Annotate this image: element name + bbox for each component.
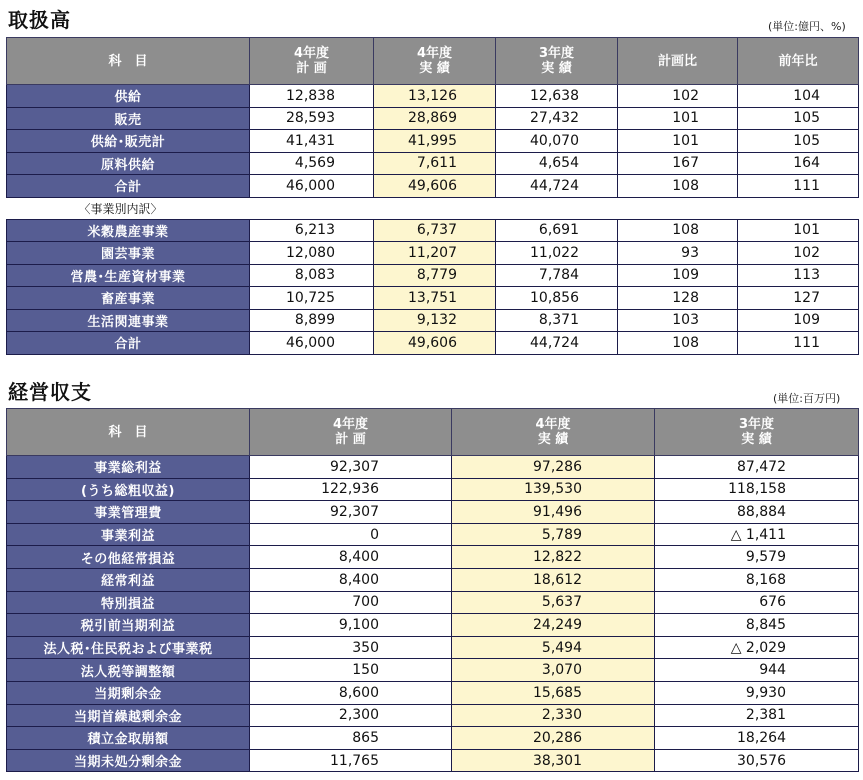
yoy-value: 105 bbox=[738, 130, 859, 153]
actual-value: 3,070 bbox=[452, 659, 655, 682]
row-label: 事業総利益 bbox=[7, 456, 250, 479]
prev-value: 4,654 bbox=[496, 152, 618, 175]
plan-value: 41,431 bbox=[250, 130, 374, 153]
plan-value: 9,100 bbox=[250, 614, 452, 637]
plan-value: 8,400 bbox=[250, 568, 452, 591]
yoy-value: 113 bbox=[738, 264, 859, 287]
plan-ratio-value: 103 bbox=[618, 309, 738, 332]
actual-value: 49,606 bbox=[374, 175, 496, 198]
plan-value: 8,400 bbox=[250, 546, 452, 569]
plan-value: 28,593 bbox=[250, 107, 374, 130]
actual-value: 28,869 bbox=[374, 107, 496, 130]
table-row bbox=[7, 614, 859, 637]
prev-value: 30,576 bbox=[655, 749, 859, 772]
plan-value: 8,899 bbox=[250, 309, 374, 332]
plan-value: 865 bbox=[250, 727, 452, 750]
header-plan: 4年度 計 画 bbox=[250, 409, 452, 456]
row-label: 畜産事業 bbox=[7, 287, 250, 310]
plan-value: 12,080 bbox=[250, 242, 374, 265]
row-label: 販売 bbox=[7, 107, 250, 130]
table-row bbox=[7, 636, 859, 659]
actual-value: 5,494 bbox=[452, 636, 655, 659]
header-subject: 科 目 bbox=[7, 409, 250, 456]
yoy-value: 164 bbox=[738, 152, 859, 175]
yoy-value: 102 bbox=[738, 242, 859, 265]
prev-value: 6,691 bbox=[496, 219, 618, 242]
handling-table bbox=[6, 37, 859, 355]
actual-value: 13,751 bbox=[374, 287, 496, 310]
actual-value: 12,822 bbox=[452, 546, 655, 569]
table-row bbox=[7, 704, 859, 727]
row-label: 供給･販売計 bbox=[7, 130, 250, 153]
table-row bbox=[7, 264, 859, 287]
plan-value: 92,307 bbox=[250, 456, 452, 479]
table-row bbox=[7, 332, 859, 355]
table-row bbox=[7, 85, 859, 108]
prev-value: 11,022 bbox=[496, 242, 618, 265]
actual-value: 18,612 bbox=[452, 568, 655, 591]
plan-value: 92,307 bbox=[250, 501, 452, 524]
yoy-value: 111 bbox=[738, 332, 859, 355]
prev-value: 8,371 bbox=[496, 309, 618, 332]
plan-value: 350 bbox=[250, 636, 452, 659]
plan-value: 46,000 bbox=[250, 332, 374, 355]
prev-value: 40,070 bbox=[496, 130, 618, 153]
actual-value: 11,207 bbox=[374, 242, 496, 265]
table-row bbox=[7, 152, 859, 175]
income-title: 経営収支 bbox=[8, 380, 92, 404]
row-label: 経常利益 bbox=[7, 568, 250, 591]
plan-value: 122,936 bbox=[250, 478, 452, 501]
row-label: 園芸事業 bbox=[7, 242, 250, 265]
row-label: 合計 bbox=[7, 332, 250, 355]
income-table bbox=[6, 408, 859, 772]
prev-value: 944 bbox=[655, 659, 859, 682]
plan-value: 8,083 bbox=[250, 264, 374, 287]
prev-value: 44,724 bbox=[496, 332, 618, 355]
prev-value: 676 bbox=[655, 591, 859, 614]
table-row bbox=[7, 175, 859, 198]
table-row bbox=[7, 501, 859, 524]
header-prev: 3年度 実 績 bbox=[655, 409, 859, 456]
header-actual: 4年度 実 績 bbox=[374, 38, 496, 85]
actual-value: 13,126 bbox=[374, 85, 496, 108]
plan-value: 150 bbox=[250, 659, 452, 682]
header-plan-ratio: 計画比 bbox=[618, 38, 738, 85]
plan-value: 2,300 bbox=[250, 704, 452, 727]
plan-ratio-value: 102 bbox=[618, 85, 738, 108]
actual-value: 38,301 bbox=[452, 749, 655, 772]
prev-value: 9,930 bbox=[655, 681, 859, 704]
yoy-value: 127 bbox=[738, 287, 859, 310]
prev-value: 44,724 bbox=[496, 175, 618, 198]
row-label: 合計 bbox=[7, 175, 250, 198]
row-label: 当期首繰越剰余金 bbox=[7, 704, 250, 727]
plan-value: 46,000 bbox=[250, 175, 374, 198]
yoy-value: 105 bbox=[738, 107, 859, 130]
table-row bbox=[7, 287, 859, 310]
row-label: 税引前当期利益 bbox=[7, 614, 250, 637]
actual-value: 7,611 bbox=[374, 152, 496, 175]
row-label: 当期未処分剰余金 bbox=[7, 749, 250, 772]
plan-ratio-value: 108 bbox=[618, 219, 738, 242]
plan-ratio-value: 101 bbox=[618, 130, 738, 153]
table-row bbox=[7, 478, 859, 501]
row-label: 法人税･住民税および事業税 bbox=[7, 636, 250, 659]
header-plan: 4年度 計 画 bbox=[250, 38, 374, 85]
plan-value: 6,213 bbox=[250, 219, 374, 242]
handling-unit: (単位:億円、%) bbox=[768, 20, 846, 33]
prev-value: 18,264 bbox=[655, 727, 859, 750]
plan-ratio-value: 108 bbox=[618, 332, 738, 355]
prev-value: 88,884 bbox=[655, 501, 859, 524]
plan-ratio-value: 93 bbox=[618, 242, 738, 265]
actual-value: 139,530 bbox=[452, 478, 655, 501]
income-unit: (単位:百万円) bbox=[773, 392, 841, 405]
header-yoy: 前年比 bbox=[738, 38, 859, 85]
breakdown-label-row bbox=[7, 197, 859, 219]
plan-ratio-value: 128 bbox=[618, 287, 738, 310]
prev-value: 27,432 bbox=[496, 107, 618, 130]
yoy-value: 111 bbox=[738, 175, 859, 198]
row-label: 供給 bbox=[7, 85, 250, 108]
plan-value: 10,725 bbox=[250, 287, 374, 310]
row-label: その他経常損益 bbox=[7, 546, 250, 569]
actual-value: 8,779 bbox=[374, 264, 496, 287]
table-row bbox=[7, 309, 859, 332]
table-row bbox=[7, 219, 859, 242]
plan-value: 11,765 bbox=[250, 749, 452, 772]
table-row bbox=[7, 749, 859, 772]
prev-value: △ 2,029 bbox=[655, 636, 859, 659]
actual-value: 6,737 bbox=[374, 219, 496, 242]
prev-value: 8,168 bbox=[655, 568, 859, 591]
actual-value: 41,995 bbox=[374, 130, 496, 153]
row-label: 事業管理費 bbox=[7, 501, 250, 524]
actual-value: 5,637 bbox=[452, 591, 655, 614]
table-row bbox=[7, 456, 859, 479]
plan-value: 0 bbox=[250, 523, 452, 546]
prev-value: △ 1,411 bbox=[655, 523, 859, 546]
row-label: 積立金取崩額 bbox=[7, 727, 250, 750]
actual-value: 49,606 bbox=[374, 332, 496, 355]
actual-value: 20,286 bbox=[452, 727, 655, 750]
row-label: 特別損益 bbox=[7, 591, 250, 614]
prev-value: 87,472 bbox=[655, 456, 859, 479]
prev-value: 9,579 bbox=[655, 546, 859, 569]
header-prev: 3年度 実 績 bbox=[496, 38, 618, 85]
table-row bbox=[7, 568, 859, 591]
row-label: 生活関連事業 bbox=[7, 309, 250, 332]
actual-value: 97,286 bbox=[452, 456, 655, 479]
prev-value: 2,381 bbox=[655, 704, 859, 727]
header-actual: 4年度 実 績 bbox=[452, 409, 655, 456]
prev-value: 10,856 bbox=[496, 287, 618, 310]
actual-value: 91,496 bbox=[452, 501, 655, 524]
prev-value: 8,845 bbox=[655, 614, 859, 637]
yoy-value: 109 bbox=[738, 309, 859, 332]
plan-ratio-value: 109 bbox=[618, 264, 738, 287]
table-row bbox=[7, 242, 859, 265]
row-label: (うち総粗収益) bbox=[7, 478, 250, 501]
table-row bbox=[7, 107, 859, 130]
actual-value: 2,330 bbox=[452, 704, 655, 727]
handling-header-row bbox=[7, 38, 859, 85]
plan-ratio-value: 167 bbox=[618, 152, 738, 175]
plan-ratio-value: 108 bbox=[618, 175, 738, 198]
row-label: 原料供給 bbox=[7, 152, 250, 175]
header-subject: 科 目 bbox=[7, 38, 250, 85]
table-row bbox=[7, 591, 859, 614]
table-row bbox=[7, 546, 859, 569]
plan-value: 700 bbox=[250, 591, 452, 614]
table-row bbox=[7, 659, 859, 682]
handling-title: 取扱高 bbox=[8, 8, 71, 32]
plan-value: 8,600 bbox=[250, 681, 452, 704]
income-header-row bbox=[7, 409, 859, 456]
table-row bbox=[7, 727, 859, 750]
row-label: 米穀農産事業 bbox=[7, 219, 250, 242]
table-row bbox=[7, 681, 859, 704]
actual-value: 24,249 bbox=[452, 614, 655, 637]
yoy-value: 101 bbox=[738, 219, 859, 242]
plan-value: 4,569 bbox=[250, 152, 374, 175]
plan-ratio-value: 101 bbox=[618, 107, 738, 130]
row-label: 営農･生産資材事業 bbox=[7, 264, 250, 287]
yoy-value: 104 bbox=[738, 85, 859, 108]
actual-value: 9,132 bbox=[374, 309, 496, 332]
breakdown-label: 〈事業別内訳〉 bbox=[7, 197, 859, 219]
table-row bbox=[7, 130, 859, 153]
prev-value: 12,638 bbox=[496, 85, 618, 108]
row-label: 当期剰余金 bbox=[7, 681, 250, 704]
row-label: 事業利益 bbox=[7, 523, 250, 546]
table-row bbox=[7, 523, 859, 546]
actual-value: 5,789 bbox=[452, 523, 655, 546]
actual-value: 15,685 bbox=[452, 681, 655, 704]
prev-value: 7,784 bbox=[496, 264, 618, 287]
plan-value: 12,838 bbox=[250, 85, 374, 108]
prev-value: 118,158 bbox=[655, 478, 859, 501]
row-label: 法人税等調整額 bbox=[7, 659, 250, 682]
